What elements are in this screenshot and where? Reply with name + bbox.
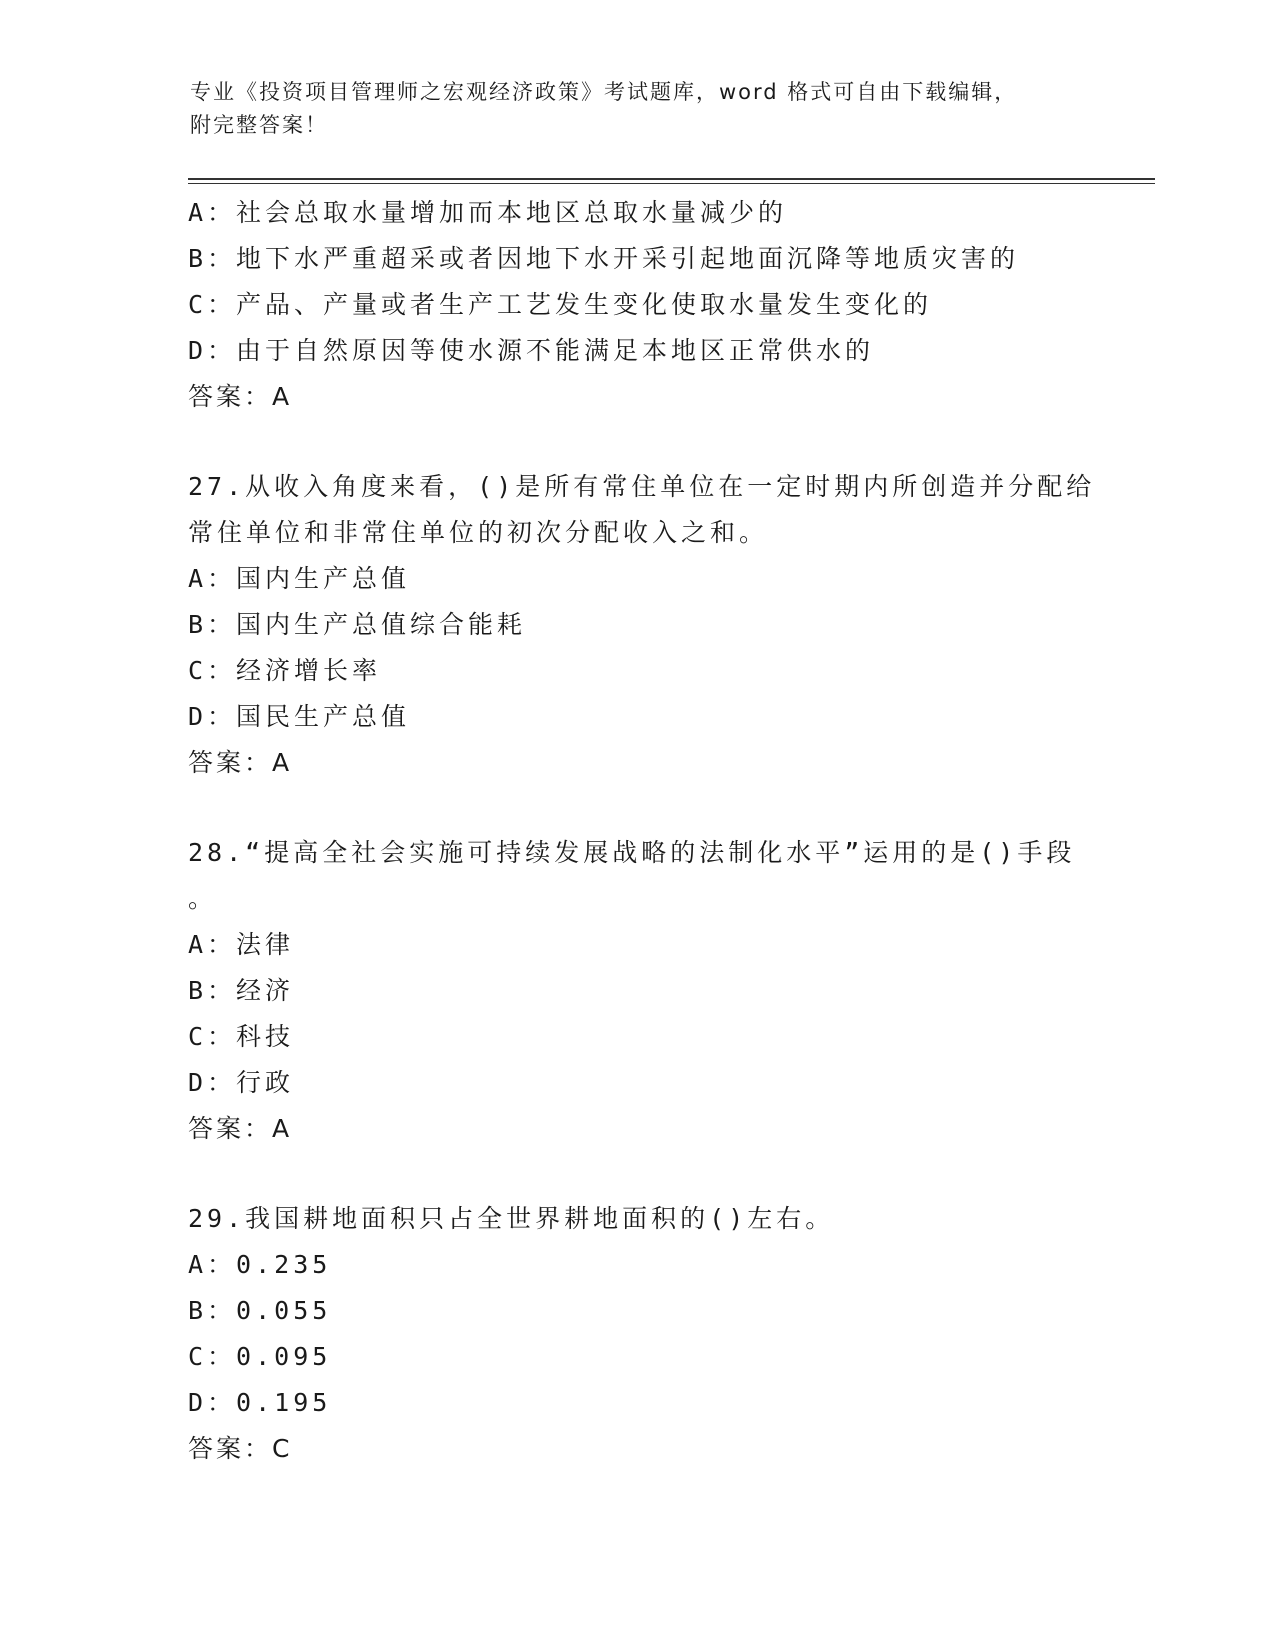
question-stem-line: 27.从收入角度来看，()是所有常住单位在一定时期内所创造并分配给 [188, 472, 1096, 501]
answer-line: 答案：A [188, 382, 293, 411]
question-28 [188, 830, 1088, 1152]
answer-line: 答案：C [188, 1434, 293, 1463]
question-27 [188, 464, 1096, 786]
option-a: A：社会总取水量增加而本地区总取水量减少的 [188, 198, 788, 227]
question-stem-line: 28.“提高全社会实施可持续发展战略的法制化水平”运用的是()手段 [188, 838, 1076, 867]
option-a: A：国内生产总值 [188, 564, 411, 593]
option-a: A：0.235 [188, 1250, 332, 1279]
option-d: D：由于自然原因等使水源不能满足本地区正常供水的 [188, 336, 875, 365]
document-header [190, 76, 1070, 142]
header-line-2: 附完整答案！ [190, 113, 328, 137]
header-line-1: 专业《投资项目管理师之宏观经济政策》考试题库，word 格式可自由下载编辑， [190, 80, 1018, 104]
header-divider [188, 178, 1155, 180]
option-c: C：产品、产量或者生产工艺发生变化使取水量发生变化的 [188, 290, 933, 319]
option-b: B：0.055 [188, 1296, 332, 1325]
option-d: D：国民生产总值 [188, 702, 411, 731]
option-d: D：行政 [188, 1068, 295, 1097]
option-d: D：0.195 [188, 1388, 332, 1417]
question-stem-line: 。 [188, 884, 218, 913]
header-divider-thin [188, 183, 1155, 184]
option-b: B：地下水严重超采或者因地下水开采引起地面沉降等地质灾害的 [188, 244, 1020, 273]
option-b: B：经济 [188, 976, 295, 1005]
option-a: A：法律 [188, 930, 295, 959]
option-b: B：国内生产总值综合能耗 [188, 610, 527, 639]
answer-line: 答案：A [188, 748, 293, 777]
option-c: C：经济增长率 [188, 656, 382, 685]
question-body [188, 190, 1096, 1472]
option-c: C：科技 [188, 1022, 295, 1051]
answer-line: 答案：A [188, 1114, 293, 1143]
question-stem-line: 29.我国耕地面积只占全世界耕地面积的()左右。 [188, 1204, 835, 1233]
question-stem-line: 常住单位和非常住单位的初次分配收入之和。 [188, 518, 769, 547]
question-29 [188, 1196, 1088, 1472]
question-26-continued [188, 190, 1088, 420]
option-c: C：0.095 [188, 1342, 332, 1371]
